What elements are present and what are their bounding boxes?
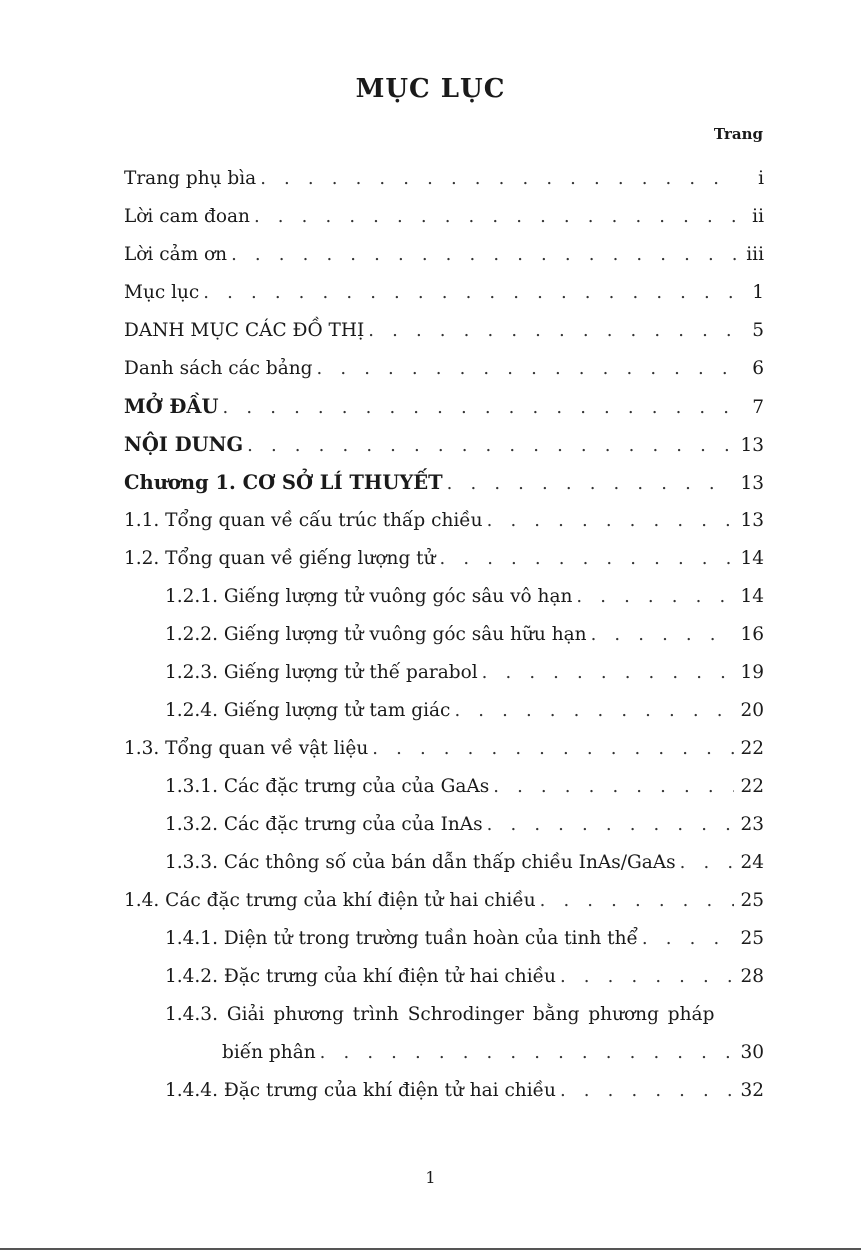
toc-entry-page: 32 [740, 1080, 764, 1101]
dot-leader [440, 540, 735, 578]
dot-leader [482, 654, 735, 692]
dot-leader [680, 844, 735, 882]
toc-entry-page: 1 [752, 282, 764, 303]
toc-entry-label: 1.2.2. Giếng lượng tử vuông góc sâu hữu hạn [165, 624, 587, 645]
toc-entry-label: NỘI DUNG [124, 433, 244, 456]
dot-leader [368, 312, 736, 350]
toc-entry-page: 7 [752, 397, 764, 418]
toc-entry-section-1-3[interactable] [124, 730, 764, 768]
toc-entry-page: 14 [740, 548, 764, 569]
toc-entry-section-1-1[interactable] [124, 502, 764, 540]
toc-entry-content[interactable] [124, 426, 764, 464]
toc-entry-label: 1.4.1. Diện tử trong trường tuần hoàn của tinh thể [165, 928, 638, 949]
page-bottom-border [0, 1248, 861, 1250]
toc-entry-page: 19 [740, 662, 764, 683]
dot-leader [576, 578, 734, 616]
toc-entry-label: 1.3.1. Các đặc trưng của của GaAs [165, 776, 490, 797]
dot-leader [372, 730, 734, 768]
page-column-label: Trang [713, 125, 763, 143]
toc-entry-label: 1.4.2. Đặc trưng của khí điện tử hai chiều [165, 966, 556, 987]
toc-entry-list-of-tables[interactable] [124, 350, 764, 388]
toc-entry-label: 1.4.4. Đặc trưng của khí điện tử hai chiều [165, 1080, 556, 1101]
toc-entry-introduction[interactable] [124, 388, 764, 426]
toc-entry-front-cover[interactable] [124, 160, 764, 198]
toc-entry-label: Chương 1. CƠ SỞ LÍ THUYẾT [124, 471, 443, 494]
toc-entry-label: 1.4. Các đặc trưng của khí điện tử hai chiều [124, 890, 536, 911]
dot-leader [540, 882, 735, 920]
dot-leader [247, 427, 734, 465]
toc-entry-page: 23 [740, 814, 764, 835]
toc-entry-label: 1.2.1. Giếng lượng tử vuông góc sâu vô hạn [165, 586, 573, 607]
toc-entry-declaration[interactable] [124, 198, 764, 236]
toc-entry-label: 1.2.4. Giếng lượng tử tam giác [165, 700, 451, 721]
toc-entry-page: 20 [740, 700, 764, 721]
toc-entry-page: 24 [740, 852, 764, 873]
toc-entry-page: 28 [740, 966, 764, 987]
toc-entry-page: 13 [740, 510, 764, 531]
toc-entry-acknowledgements[interactable] [124, 236, 764, 274]
toc-entry-label: 1.3.3. Các thông số của bán dẫn thấp chiều InAs/GaAs [165, 852, 676, 873]
toc-entry-section-1-4-1[interactable] [124, 920, 764, 958]
dot-leader [320, 1034, 735, 1072]
toc-entry-label: 1.3.2. Các đặc trưng của của InAs [165, 814, 483, 835]
toc-entry-page: 25 [740, 890, 764, 911]
toc-entry-label: Mục lục [124, 282, 200, 303]
toc-entry-label: Lời cảm ơn [124, 244, 228, 265]
toc-entry-label-line1: 1.4.3. Giải phương trình Schrodinger bằng phương pháp [165, 1004, 715, 1025]
toc-entry-list-of-figures[interactable] [124, 312, 764, 350]
toc-entry-section-1-3-2[interactable] [124, 806, 764, 844]
toc-entry-section-1-2-2[interactable] [124, 616, 764, 654]
dot-leader [317, 350, 736, 388]
dot-leader [642, 920, 735, 958]
toc-entry-label: 1.1. Tổng quan về cấu trúc thấp chiều [124, 510, 483, 531]
toc-entry-label: MỞ ĐẦU [124, 395, 219, 418]
toc-entry-section-1-2[interactable] [124, 540, 764, 578]
toc-entry-section-1-4-2[interactable] [124, 958, 764, 996]
page-title: MỤC LỤC [355, 74, 506, 104]
toc-entry-label: Trang phụ bìa [124, 168, 257, 189]
dot-leader [223, 389, 736, 427]
toc-entry-label: Danh sách các bảng [124, 358, 313, 379]
toc-entry-section-1-3-3[interactable] [124, 844, 764, 882]
dot-leader [203, 274, 736, 312]
dot-leader [260, 160, 736, 198]
dot-leader [454, 692, 734, 730]
toc-entry-section-1-2-3[interactable] [124, 654, 764, 692]
toc-entry-page: 22 [740, 738, 764, 759]
toc-entry-section-1-2-4[interactable] [124, 692, 764, 730]
dot-leader [231, 236, 736, 274]
toc-entry-page: iii [746, 244, 764, 265]
toc-entry-page: 14 [740, 586, 764, 607]
toc-entry-chapter-1[interactable] [124, 464, 764, 502]
toc-entry-label: 1.2. Tổng quan về giếng lượng tử [124, 548, 436, 569]
toc-entry-page: 13 [740, 435, 764, 456]
toc-entry-label: 1.3. Tổng quan về vật liệu [124, 738, 369, 759]
toc-entry-section-1-3-1[interactable] [124, 768, 764, 806]
toc-entry-page: 16 [740, 624, 764, 645]
toc-entry-label: DANH MỤC CÁC ĐỒ THỊ [124, 320, 365, 341]
dot-leader [447, 465, 735, 503]
dot-leader [254, 198, 736, 236]
toc-entry-section-1-4-3[interactable] [124, 996, 764, 1072]
toc-entry-page: i [758, 168, 764, 189]
toc-entry-page: 6 [752, 358, 764, 379]
toc-entry-contents[interactable] [124, 274, 764, 312]
toc-entry-label: Lời cam đoan [124, 206, 250, 227]
toc-entry-page: 22 [740, 776, 764, 797]
dot-leader [560, 1072, 735, 1110]
toc-entry-label: 1.2.3. Giếng lượng tử thế parabol [165, 662, 478, 683]
toc-entry-continuation [165, 1034, 764, 1072]
toc-entry-page: ii [752, 206, 764, 227]
toc-entry-label-line2: biến phân [222, 1042, 316, 1063]
toc-entry-page: 25 [740, 928, 764, 949]
dot-leader [493, 768, 734, 806]
footer-page-number: 1 [425, 1168, 436, 1187]
toc-entry-section-1-4-4[interactable] [124, 1072, 764, 1110]
toc-entry-section-1-2-1[interactable] [124, 578, 764, 616]
toc-entry-section-1-4[interactable] [124, 882, 764, 920]
toc-entry-page: 13 [740, 473, 764, 494]
dot-leader [591, 616, 735, 654]
toc-entry-page: 30 [740, 1042, 764, 1063]
dot-leader [487, 502, 735, 540]
table-of-contents [124, 160, 764, 1110]
toc-entry-page: 5 [752, 320, 764, 341]
dot-leader [487, 806, 735, 844]
dot-leader [560, 958, 735, 996]
